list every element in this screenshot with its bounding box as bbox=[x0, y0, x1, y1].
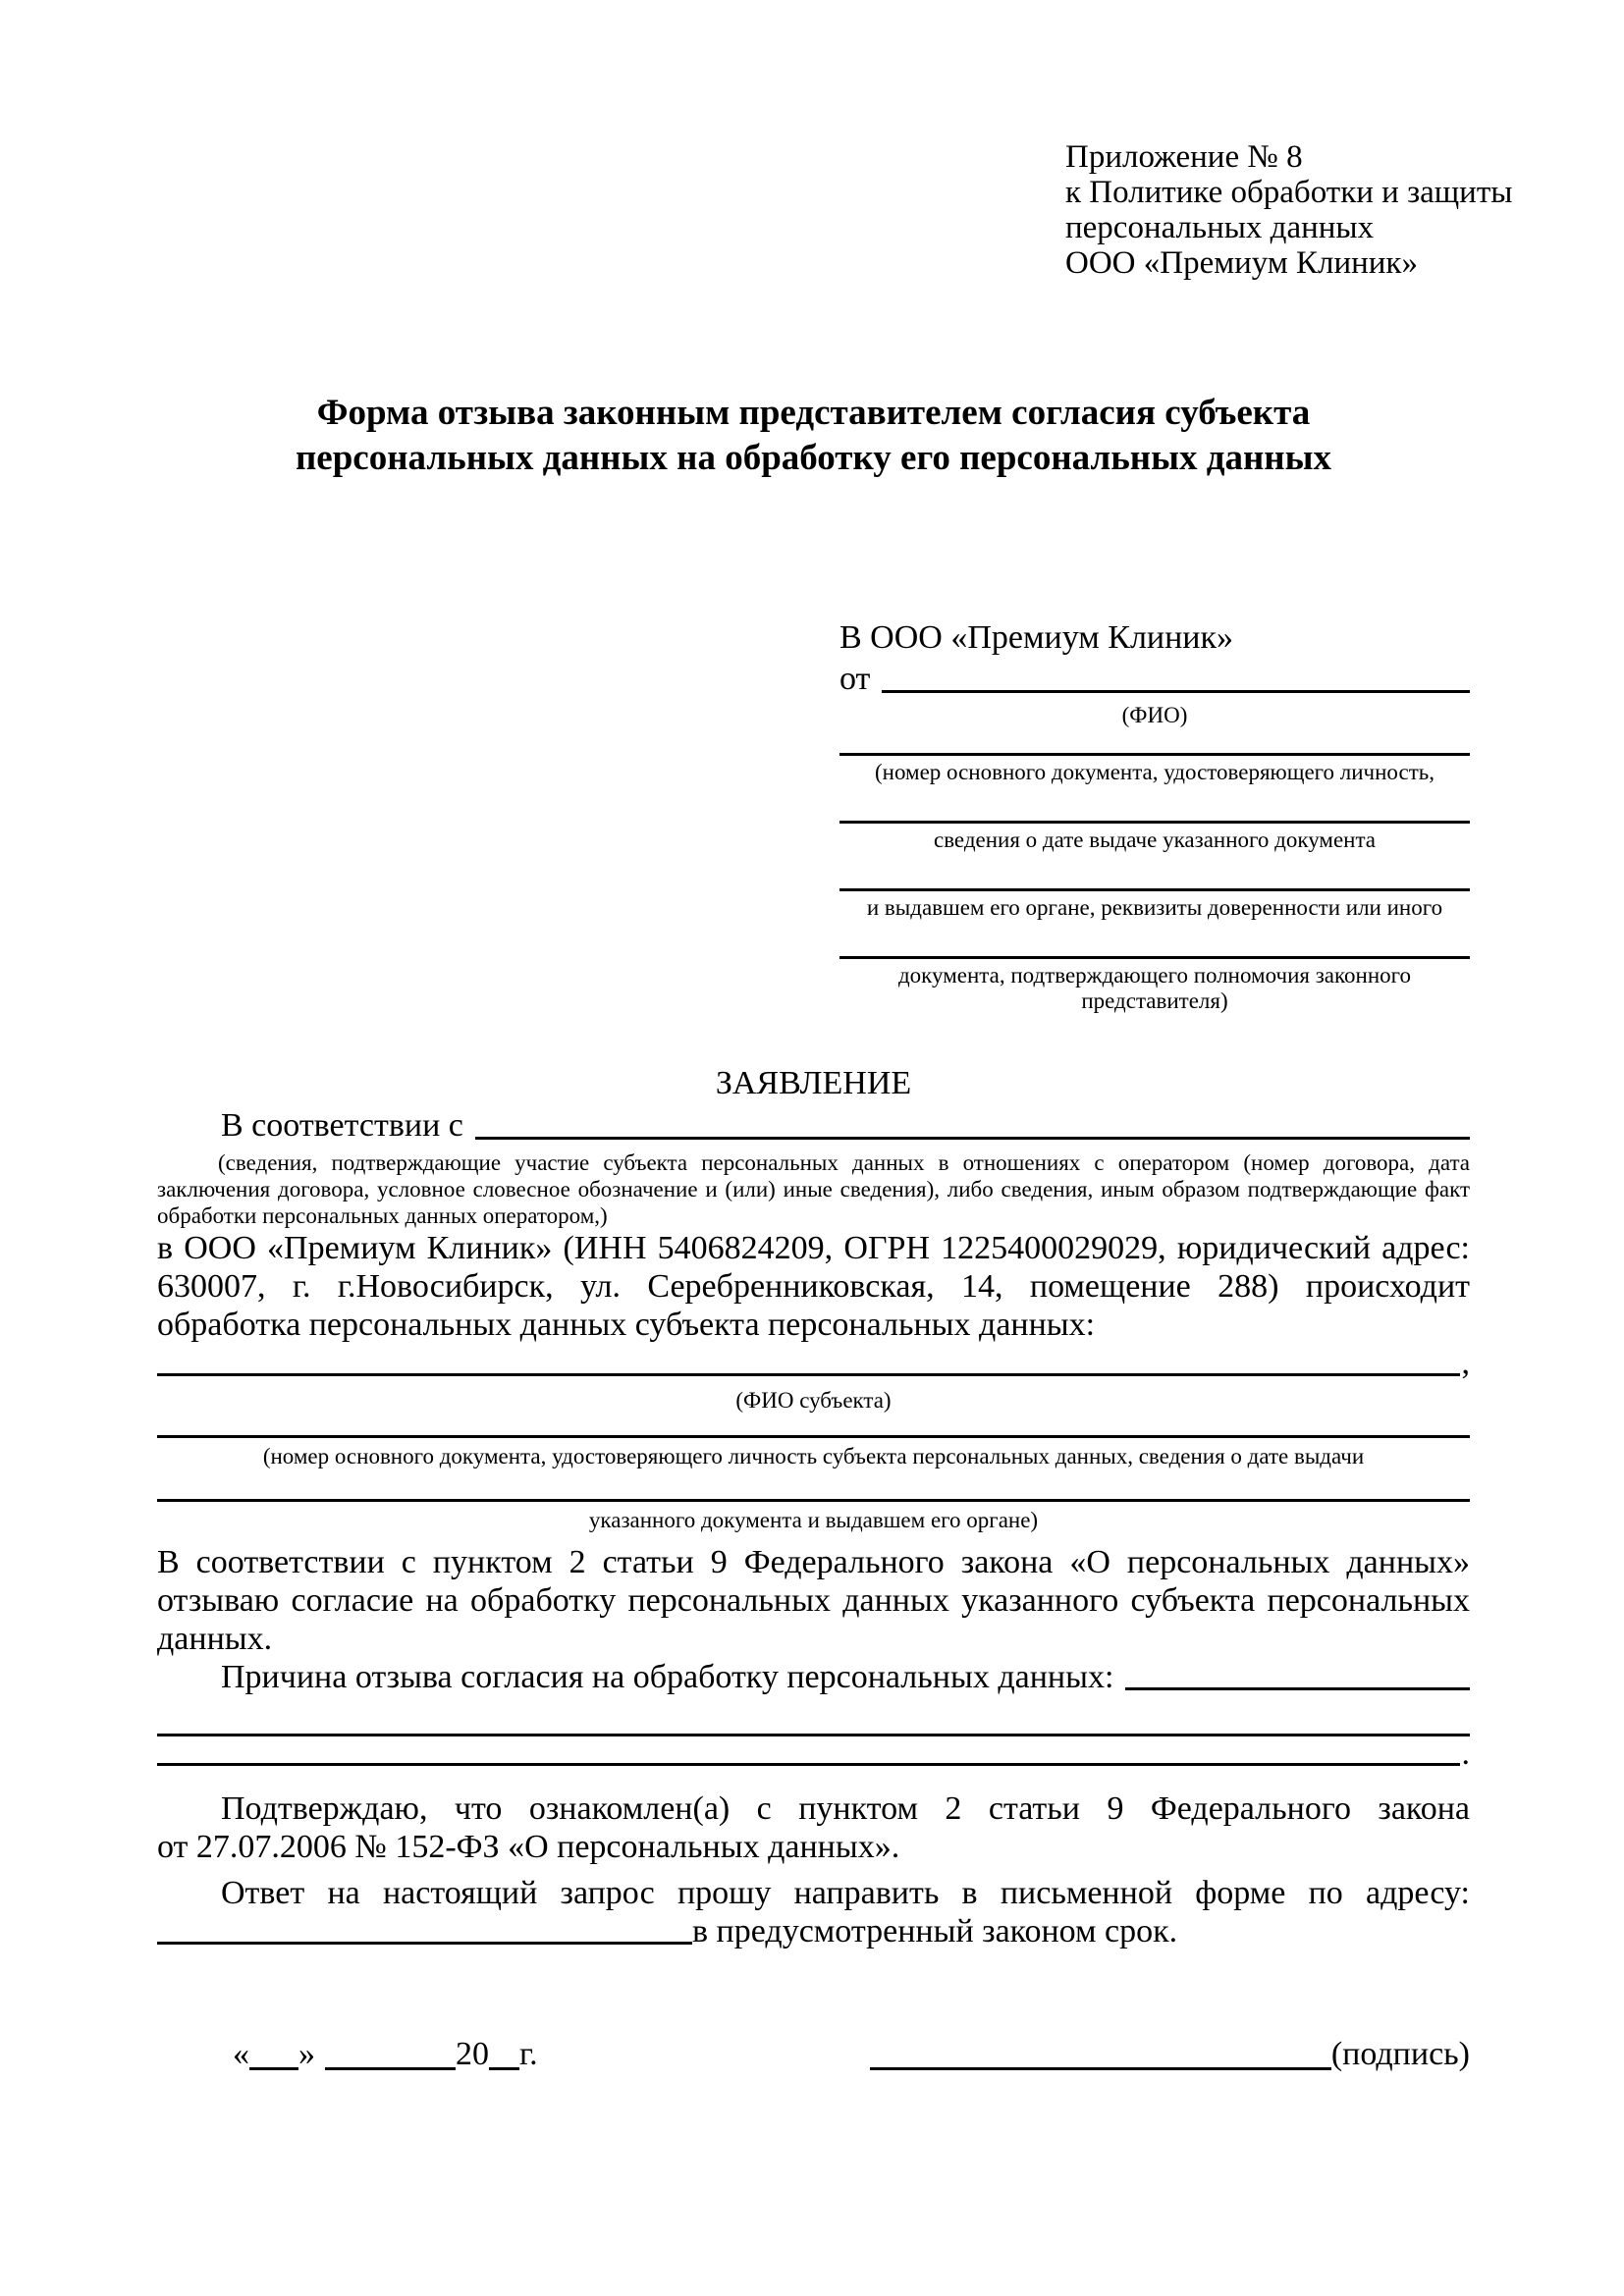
from-row bbox=[839, 660, 1470, 699]
reply-suffix: в предусмотренный законом срок. bbox=[692, 1913, 1178, 1949]
subject-fio-row bbox=[157, 1344, 1470, 1382]
from-label: от bbox=[839, 661, 871, 697]
subject-doc-caption-1: (номер основного документа, удостоверяющего личность субъекта персональных данных, сведения о дате выдачи bbox=[262, 1444, 1365, 1468]
doc-caption-2: сведения о дате выдаче указанного документа bbox=[933, 828, 1377, 852]
document-content bbox=[157, 0, 1513, 2074]
addressee-organization: В ООО «Премиум Клиник» bbox=[839, 619, 1234, 656]
signature-field[interactable] bbox=[870, 2059, 1331, 2070]
withdrawal-paragraph: В соответствии с пунктом 2 статьи 9 Федерального закона «О персональных данных» отзываю согласие на обработку персональных данных указанного субъекта персональных данных. bbox=[157, 1544, 1470, 1657]
doc-caption-1: (номер основного документа, удостоверяющего личность, bbox=[874, 760, 1435, 784]
reply-address-field[interactable] bbox=[157, 1938, 692, 1945]
reason-field[interactable] bbox=[1125, 1683, 1470, 1690]
basis-caption: (сведения, подтверждающие участие субъекта персональных данных в отношениях с оператором (номер договора, дата заключения договора, условное словесное обозначение и (или) иные сведения), либо сведения, иным образом подтверждающие факт обработки персональных данных оператором,) bbox=[157, 1150, 1470, 1228]
reason-field-line-3[interactable] bbox=[157, 1759, 1460, 1766]
doc-caption-3: и выдавшем его органе, реквизиты доверенности или иного bbox=[866, 895, 1443, 920]
reply-request: Ответ на настоящий запрос прошу направить в письменной форме по адресу: bbox=[221, 1875, 1470, 1911]
title-line: персональных данных на обработку его персональных данных bbox=[295, 438, 1331, 478]
date-group bbox=[233, 2035, 538, 2074]
basis-row bbox=[157, 1106, 1470, 1146]
basis-field[interactable] bbox=[475, 1133, 1470, 1140]
annex-line: Приложение № 8 bbox=[1065, 139, 1303, 175]
reason-field-line-3-row bbox=[157, 1736, 1470, 1772]
reason-label: Причина отзыва согласия на обработку персональных данных: bbox=[221, 1659, 1114, 1695]
representative-doc-field-3[interactable] bbox=[839, 853, 1470, 891]
annex-line: ООО «Премиум Клиник» bbox=[1065, 245, 1418, 281]
subject-line-suffix: , bbox=[1461, 1345, 1470, 1381]
subject-doc-field-2[interactable] bbox=[157, 1469, 1470, 1502]
subject-fio-caption: (ФИО субъекта) bbox=[735, 1388, 892, 1413]
subject-doc-caption-2: указанного документа и выдавшем его органе) bbox=[588, 1508, 1039, 1532]
basis-label: В соответствии с bbox=[221, 1107, 463, 1144]
date-year-field[interactable] bbox=[489, 2059, 519, 2070]
statement-heading: ЗАЯВЛЕНИЕ bbox=[715, 1065, 912, 1101]
document-title bbox=[157, 391, 1470, 481]
fio-caption: (ФИО) bbox=[1121, 703, 1188, 727]
subject-doc-field-1[interactable] bbox=[157, 1414, 1470, 1438]
representative-fio-field[interactable] bbox=[882, 686, 1470, 693]
operator-paragraph: в ООО «Премиум Клиник» (ИНН 5406824209, ОГРН 1225400029029, юридический адрес: 630007, г. г.Новосибирск, ул. Серебренниковская, 14, помещение 288) происходит обработка персональных данных субъекта персональных данных: bbox=[157, 1230, 1470, 1343]
title-line: Форма отзыва законным представителем согласия субъекта bbox=[316, 393, 1311, 433]
date-quote-close: » bbox=[298, 2036, 315, 2072]
reason-line-suffix: . bbox=[1461, 1735, 1470, 1772]
signature-caption: (подпись) bbox=[1330, 2036, 1470, 2072]
reason-row bbox=[157, 1658, 1470, 1696]
acknowledgement-line-2: от 27.07.2006 № 152-ФЗ «О персональных данных». bbox=[157, 1829, 900, 1865]
acknowledgement-line-1: Подтверждаю, что ознакомлен(а) с пунктом 2 статьи 9 Федерального закона bbox=[221, 1790, 1470, 1827]
annex-line: персональных данных bbox=[1065, 210, 1375, 245]
reason-field-line-2[interactable] bbox=[157, 1700, 1470, 1736]
date-year-suffix: г. bbox=[519, 2036, 538, 2072]
annex-line: к Политике обработки и защиты bbox=[1065, 175, 1513, 210]
representative-doc-field-4[interactable] bbox=[839, 921, 1470, 959]
signature-group bbox=[870, 2035, 1470, 2074]
annex-block bbox=[1065, 139, 1513, 281]
date-day-field[interactable] bbox=[249, 2059, 298, 2070]
addressee-block bbox=[839, 616, 1470, 1014]
representative-doc-field-2[interactable] bbox=[839, 785, 1470, 824]
date-year-prefix: 20 bbox=[456, 2036, 489, 2072]
reply-address-row bbox=[157, 1912, 1470, 1950]
date-month-field[interactable] bbox=[325, 2059, 456, 2070]
doc-caption-4: документа, подтверждающего полномочия законного представителя) bbox=[897, 963, 1411, 1013]
date-quote-open: « bbox=[233, 2036, 249, 2072]
representative-doc-field-1[interactable] bbox=[839, 728, 1470, 756]
subject-fio-field[interactable] bbox=[157, 1369, 1460, 1376]
date-signature-row bbox=[157, 2035, 1470, 2074]
